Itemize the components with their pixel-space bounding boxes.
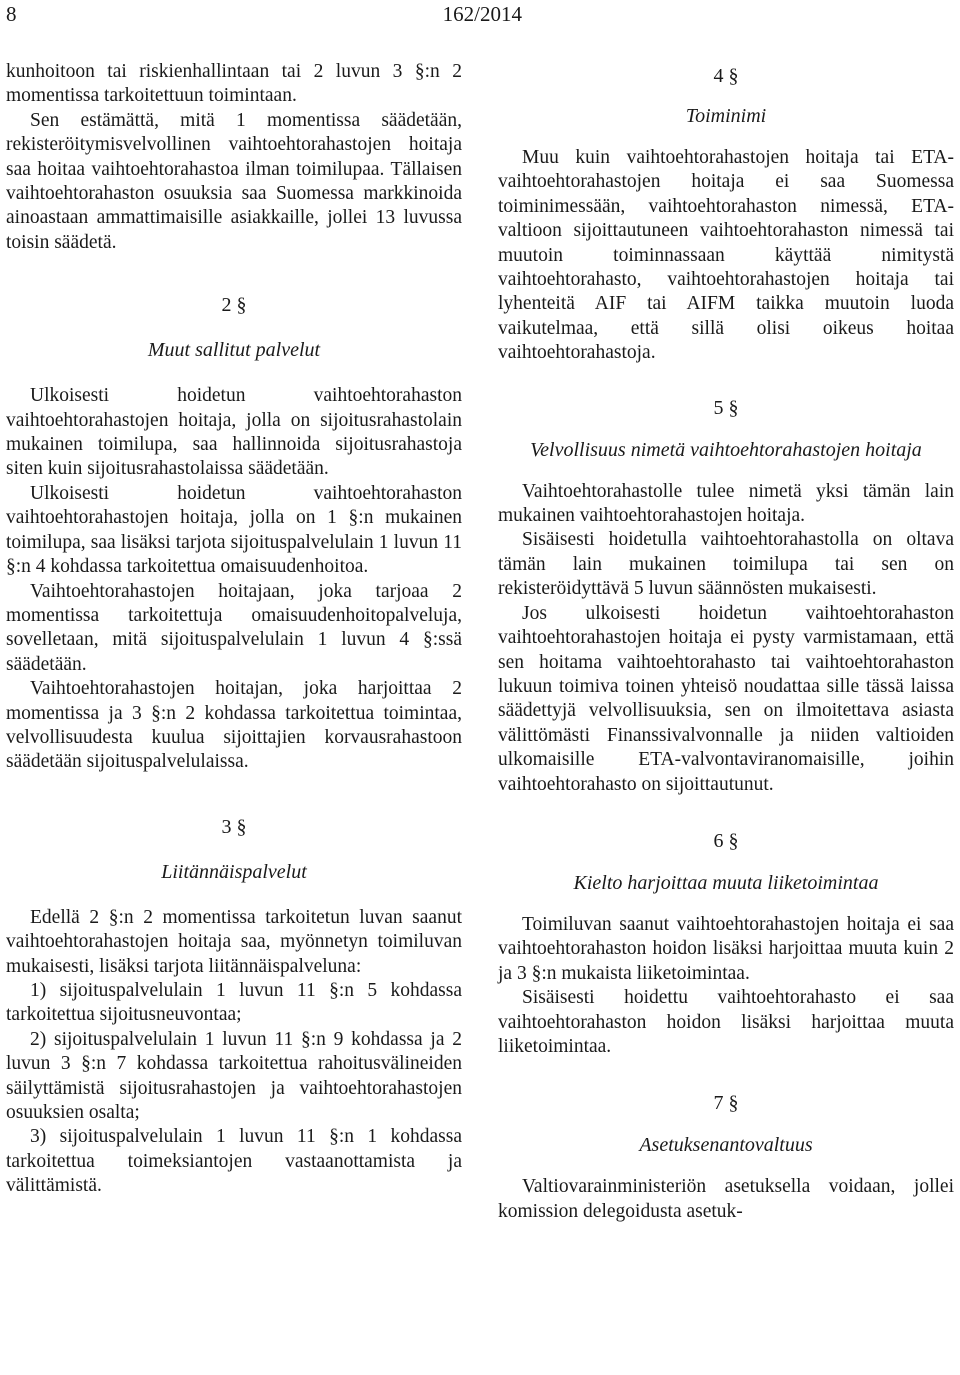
section-6-number: 6 § [713, 829, 739, 852]
section-3-list-item-2: 2) sijoituspalvelulain 1 luvun 11 §:n 9 kohdassa ja 2 luvun 3 §:n 7 kohdassa tarkoitettua rahoitusvälineiden säilyttämistä sijoitusrahastojen ja vaihtoehtorahastojen osuuksien osalta; [6, 1028, 462, 1123]
left-column [6, 60, 462, 1199]
section-3-list-item-3: 3) sijoituspalvelulain 1 luvun 11 §:n 1 kohdassa tarkoitettua toimeksiantojen vastaanottamista ja välittämistä. [6, 1126, 462, 1197]
section-2-paragraph-2: Ulkoisesti hoidetun vaihtoehtorahaston vaihtoehtorahastojen hoitaja, jolla on 1 §:n mukainen toimilupa, saa lisäksi tarjota sijoituspalvelulain 1 luvun 11 §:n 4 kohdassa tarkoitettua omaisuudenhoitoa. [6, 482, 462, 578]
section-6-paragraph-2: Sisäisesti hoidettu vaihtoehtorahasto ei saa vaihtoehtorahaston hoidon lisäksi harjoittaa muuta liiketoimintaa. [498, 987, 954, 1057]
section-5-number: 5 § [713, 396, 739, 419]
section-5-paragraph-1: Vaihtoehtorahastolle tulee nimetä yksi tämän lain mukainen vaihtoehtorahastojen hoitaja. [498, 480, 954, 527]
page-header [0, 0, 960, 32]
section-2-number: 2 § [221, 294, 247, 317]
section-5-paragraph-2: Sisäisesti hoidetulla vaihtoehtorahastolla on oltava tämän lain mukainen toimilupa tai sen on rekisteröidyttävä 5 luvun säännösten mukaisesti. [498, 529, 954, 600]
section-6-paragraph-1: Toimiluvan saanut vaihtoehtorahastojen hoitaja ei saa vaihtoehtorahaston hoidon lisäksi harjoittaa muuta kuin 2 ja 3 §:n mukaista liiketoimintaa. [498, 913, 954, 984]
section-5-paragraph-3: Jos ulkoisesti hoidetun vaihtoehtorahaston vaihtoehtorahastojen hoitaja ei pysty varmistamaan, että sen hoitama vaihtoehtorahasto tai vaihtoehtorahaston lukuun toimiva toinen yhteisö noudattaa sille tässä laissa säädettyjä velvollisuuksia, sen on ilmoitettava asiasta välittömästi Finanssivalvonnalle ja niiden valtioiden ulkomaisille ETA-valvontaviranomaisille, joihin vaihtoehtorahasto on sijoittautunut. [498, 602, 954, 795]
section-6-title: Kielto harjoittaa muuta liiketoimintaa [573, 871, 879, 894]
section-7-title: Asetuksenantovaltuus [639, 1134, 813, 1157]
document-number: 162/2014 [442, 2, 522, 26]
section-4-paragraph-1: Muu kuin vaihtoehtorahastojen hoitaja tai ETA-vaihtoehtorahastojen hoitaja ei saa Suomessa toiminimessään, vaihtoehtorahaston nimessä, ETA-valtioon sijoittautuneen vaihtoehtorahaston nimessä tai muutoin toiminnassaan käyttää nimitystä vaihtoehtorahasto, vaihtoehtorahastojen hoitaja tai lyhenteitä AIF tai AIFM taikka muutoin luoda vaikutelmaa, että sillä olisi oikeus hoitaa vaihtoehtorahastoja. [498, 147, 954, 364]
section-4-title: Toiminimi [685, 105, 767, 127]
section-2-paragraph-3: Vaihtoehtorahastojen hoitajaan, joka tarjoaa 2 momentissa tarkoitettuja omaisuudenhoitopalveluja, sovelletaan, mitä sijoituspalvelulain 1 luvun 4 §:ssä säädetään. [6, 580, 462, 675]
section-4-number: 4 § [713, 65, 739, 87]
page-number: 8 [6, 2, 17, 26]
section-2-paragraph-4: Vaihtoehtorahastojen hoitajan, joka harjoittaa 2 momentissa ja 3 §:n 2 kohdassa tarkoitettua toimintaa, velvollisuudesta kuulua sijoittajien korvausrahastoon säädetään sijoituspalvelulaissa. [6, 678, 462, 773]
section-3-paragraph-1: Edellä 2 §:n 2 momentissa tarkoitetun luvan saanut vaihtoehtorahastojen hoitaja saa, myönnetyn toimiluvan mukaisesti, lisäksi tarjota liitännäispalveluna: [6, 906, 462, 977]
intro-paragraph-1: kunhoitoon tai riskienhallintaan tai 2 luvun 3 §:n 2 momentissa tarkoitettuun toimintaan. [6, 61, 462, 107]
intro-paragraph-2: Sen estämättä, mitä 1 momentissa säädetään, rekisteröitymisvelvollinen vaihtoehtorahastojen hoitaja saa hoitaa vaihtoehtorahastoa ilman toimilupaa. Tällaisen vaihtoehtorahaston osuuksia saa Suomessa markkinoida ainoastaan ammattimaisille asiakkaille, jollei 13 luvussa toisin säädetä. [6, 109, 462, 253]
section-2-title: Muut sallitut palvelut [147, 339, 321, 362]
section-7-number: 7 § [713, 1092, 739, 1115]
section-3-title: Liitännäispalvelut [161, 860, 307, 883]
section-3-list-item-1: 1) sijoituspalvelulain 1 luvun 11 §:n 5 kohdassa tarkoitettua sijoitusneuvontaa; [6, 979, 462, 1026]
section-7-paragraph-1: Valtiovarainministeriön asetuksella voidaan, jollei komission delegoidusta asetuk- [498, 1176, 954, 1222]
right-column [498, 60, 954, 1224]
section-3-number: 3 § [221, 815, 247, 838]
section-2-paragraph-1: Ulkoisesti hoidetun vaihtoehtorahaston vaihtoehtorahastojen hoitaja, jolla on sijoitusrahastolain mukainen toimilupa, saa hallinnoida sijoitusrahastoja siten kuin sijoitusrahastolaissa säädetään. [6, 385, 462, 480]
section-5-title: Velvollisuus nimetä vaihtoehtorahastojen hoitaja [530, 438, 922, 461]
